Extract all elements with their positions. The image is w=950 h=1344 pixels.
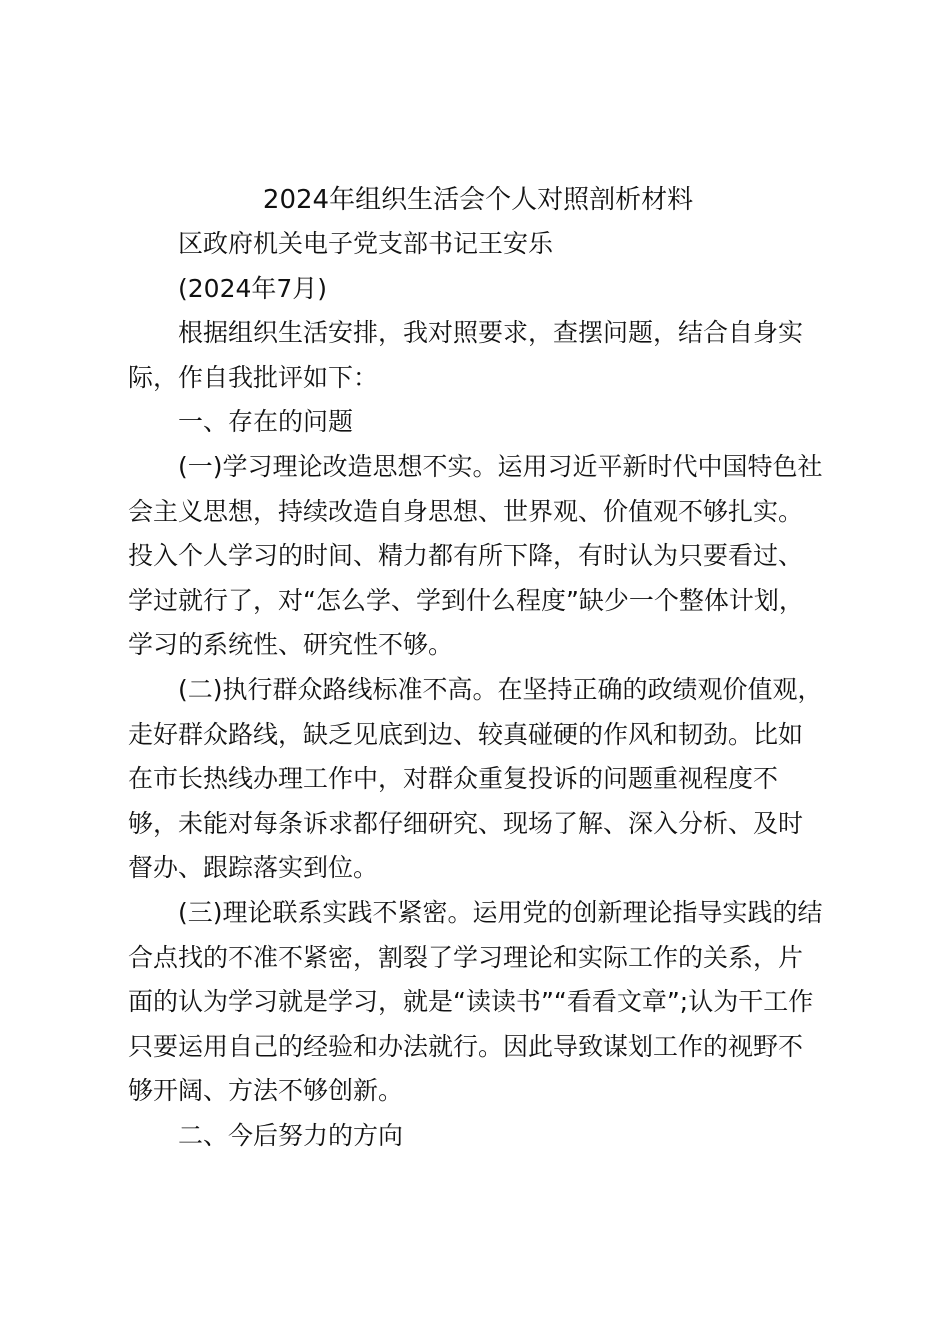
paragraph-line: 够，未能对每条诉求都仔细研究、现场了解、深入分析、及时 [128,808,804,838]
paragraph-line: 合点找的不准不紧密，割裂了学习理论和实际工作的关系，片 [128,942,804,972]
paragraph-line: (三)理论联系实践不紧密。运用党的创新理论指导实践的结 [178,897,823,927]
intro-line: 际，作自我批评如下： [128,362,379,392]
author-line: 区政府机关电子党支部书记王安乐 [178,229,554,258]
paragraph-line: 学过就行了，对“怎么学、学到什么程度”缺少一个整体计划， [128,585,804,615]
problem-item-2 [128,668,828,891]
date-line: (2024年7月) [178,273,328,303]
paragraph-line: 在市长热线办理工作中，对群众重复投诉的问题重视程度不 [128,764,779,794]
document-body [128,178,828,1158]
section-heading-problems: 一、存在的问题 [178,407,354,437]
intro-line: 根据组织生活安排，我对照要求，查摆问题，结合自身实 [178,318,804,348]
section-heading-direction: 二、今后努力的方向 [178,1120,404,1150]
paragraph-line: 面的认为学习就是学习，就是“读读书”“看看文章”;认为干工作 [128,987,814,1017]
paragraph-line: 学习的系统性、研究性不够。 [128,630,454,660]
document-title: 2024年组织生活会个人对照剖析材料 [262,185,694,215]
paragraph-line: (一)学习理论改造思想不实。运用习近平新时代中国特色社 [178,451,823,481]
paragraph-line: 会主义思想，持续改造自身思想、世界观、价值观不够扎实。 [128,496,804,526]
paragraph-line: 只要运用自己的经验和办法就行。因此导致谋划工作的视野不 [128,1031,804,1061]
paragraph-line: 督办、跟踪落实到位。 [128,853,379,883]
intro-paragraph [128,311,828,400]
paragraph-line: 够开阔、方法不够创新。 [128,1076,404,1106]
paragraph-line: (二)执行群众路线标准不高。在坚持正确的政绩观价值观， [178,674,823,704]
paragraph-line: 走好群众路线，缺乏见底到边、较真碰硬的作风和韧劲。比如 [128,719,804,749]
problem-item-3 [128,891,828,1114]
problem-item-1 [128,445,828,668]
paragraph-line: 投入个人学习的时间、精力都有所下降，有时认为只要看过、 [128,541,804,571]
